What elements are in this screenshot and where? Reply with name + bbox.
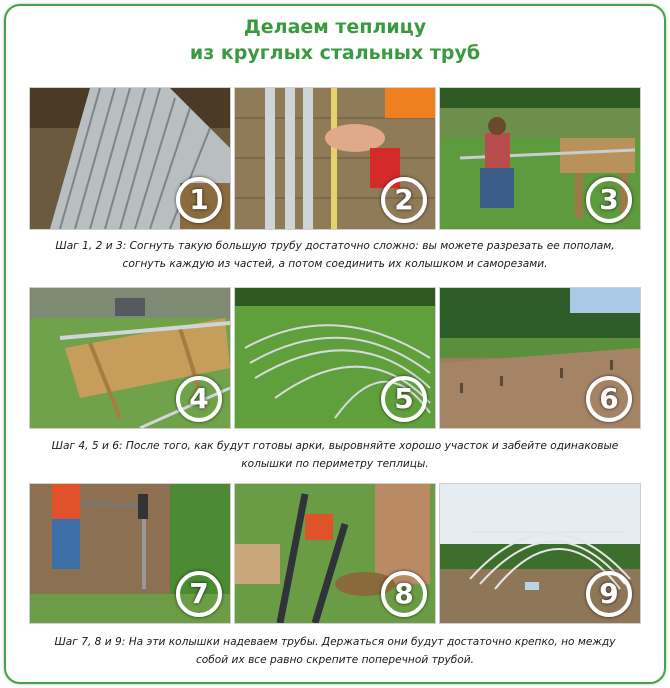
step-number-badge: 9 bbox=[586, 571, 632, 617]
caption-steps-7-9 bbox=[20, 633, 650, 669]
step-photo-1 bbox=[29, 87, 231, 230]
step-number-badge: 7 bbox=[176, 571, 222, 617]
step-number-badge: 2 bbox=[381, 177, 427, 223]
caption-steps-1-3 bbox=[20, 237, 650, 273]
step-photo-6 bbox=[439, 287, 641, 429]
step-number-badge: 8 bbox=[381, 571, 427, 617]
page-title: Делаем теплицу bbox=[243, 16, 427, 38]
step-number-badge: 3 bbox=[586, 177, 632, 223]
step-number-badge: 5 bbox=[381, 376, 427, 422]
step-photo-7 bbox=[29, 483, 231, 624]
caption-line: собой их все равно скрепите поперечной трубой. bbox=[195, 654, 475, 666]
step-photo-8 bbox=[234, 483, 436, 624]
page-subtitle: из круглых стальных труб bbox=[189, 42, 481, 64]
caption-steps-4-6 bbox=[20, 437, 650, 473]
caption-line: Шаг 7, 8 и 9: На эти колышки надеваем трубы. Держаться они будут достаточно крепко, но между bbox=[54, 636, 616, 648]
caption-line: согнуть каждую из частей, а потом соединить их колышком и саморезами. bbox=[122, 258, 548, 270]
step-photo-5 bbox=[234, 287, 436, 429]
step-photo-9 bbox=[439, 483, 641, 624]
step-number-badge: 4 bbox=[176, 376, 222, 422]
caption-line: Шаг 4, 5 и 6: После того, как будут готовы арки, выровняйте хорошо участок и забейте одинаковые bbox=[51, 440, 619, 452]
caption-line: Шаг 1, 2 и 3: Согнуть такую большую трубу достаточно сложно: вы можете разрезать ее пополам, bbox=[55, 240, 615, 252]
step-photo-4 bbox=[29, 287, 231, 429]
step-photo-2 bbox=[234, 87, 436, 230]
caption-line: колышки по периметру теплицы. bbox=[241, 458, 429, 470]
step-number-badge: 1 bbox=[176, 177, 222, 223]
step-number-badge: 6 bbox=[586, 376, 632, 422]
step-photo-3 bbox=[439, 87, 641, 230]
